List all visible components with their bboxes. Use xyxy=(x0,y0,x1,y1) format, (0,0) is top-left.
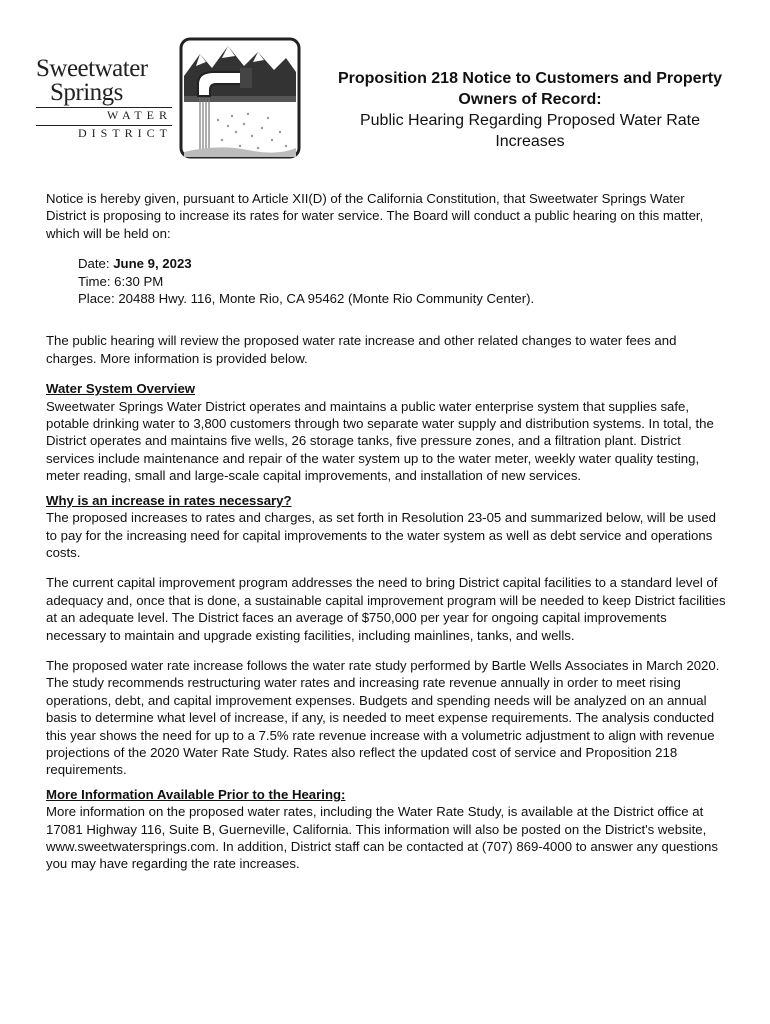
letterhead xyxy=(0,0,770,185)
section-heading-overview: Water System Overview xyxy=(46,381,196,397)
overview-paragraph: Sweetwater Springs Water District operates and maintains a public water enterprise system that supplies safe, potable drinking water to 3,800 customers through two separate water supply and distribution systems. In total, the District operates and maintains five wells, 26 storage tanks, five pressure zones, and a filtration plant. District services include maintenance and repair of the water system up to the water meter, weekly water quality testing, meter reading, small and large-scale capital improvements, and installation of new services. xyxy=(46,398,714,484)
notice-body xyxy=(46,190,726,873)
hearing-time: Time: 6:30 PM xyxy=(78,273,164,289)
why-paragraph-2: The current capital improvement program addresses the need to bring District capital facilities to a standard level of adequacy and, once that is done, a sustainable capital improvement program will be needed to keep District facilities at an adequate level. The District faces an average of $750,000 per year for ongoing capital improvements necessary to maintain and upgrade existing facilities, including mainlines, tanks, and wells. xyxy=(46,575,726,643)
intro-paragraph: Notice is hereby given, pursuant to Article XII(D) of the California Constitution, that Sweetwater Springs Water District is proposing to increase its rates for water service. The Board will conduct a public hearing on this matter, which will be held on: xyxy=(46,191,704,241)
hearing-date-label: Date: xyxy=(78,256,114,272)
logo-line-springs: Springs xyxy=(50,79,123,106)
logo-line-district: DISTRICT xyxy=(78,126,172,140)
logo-line-sweetwater: Sweetwater xyxy=(36,55,148,82)
title-line-2: Owners of Record: xyxy=(458,91,602,108)
hearing-date-value: June 9, 2023 xyxy=(113,256,192,272)
notice-title xyxy=(304,68,756,152)
more-info-paragraph: More information on the proposed water rates, including the Water Rate Study, is available at the District office at 17081 Highway 116, Suite B, Guerneville, California. This information will also be posted on the District's website, www.sweetwatersprings.com. In addition, District staff can be contacted at (707) 869-4000 to answer any questions you may have regarding the rate increases. xyxy=(46,804,718,872)
faucet-mountain-logo-icon xyxy=(178,36,302,160)
why-paragraph-3: The proposed water rate increase follows the water rate study performed by Bartle Wells Associates in March 2020. The study recommends restructuring water rates and increasing rate revenue annually in order to meet rising operations, debt, and capital improvement expenses. Budgets and spending needs will be analyzed on an annual basis to determine what level of increase, if any, is needed to meet expense requirements. The analysis conducted this year shows the need for up to a 7.5% rate revenue increase with a volumetric adjustment to align with revenue projections of the 2020 Water Rate Study. Rates also reflect the updated cost of service and Proposition 218 requirements. xyxy=(46,657,720,778)
section-heading-more-info: More Information Available Prior to the Hearing: xyxy=(46,786,346,802)
hearing-details xyxy=(46,255,726,307)
hearing-date xyxy=(78,255,726,272)
section-heading-why: Why is an increase in rates necessary? xyxy=(46,492,292,508)
logo-line-water: WATER xyxy=(107,108,172,122)
review-paragraph: The public hearing will review the proposed water rate increase and other related changes to water fees and charges. More information is provided below. xyxy=(46,333,677,366)
district-logo-wordmark xyxy=(36,56,176,141)
title-line-4: Increases xyxy=(495,133,565,150)
title-line-1: Proposition 218 Notice to Customers and Property xyxy=(337,70,723,87)
title-line-3: Public Hearing Regarding Proposed Water Rate xyxy=(359,112,701,129)
hearing-place: Place: 20488 Hwy. 116, Monte Rio, CA 95462 (Monte Rio Community Center). xyxy=(78,291,535,307)
why-paragraph-1: The proposed increases to rates and charges, as set forth in Resolution 23-05 and summarized below, will be used to pay for the increasing need for capital improvements to the water system as well as debt service and operations costs. xyxy=(46,510,717,560)
